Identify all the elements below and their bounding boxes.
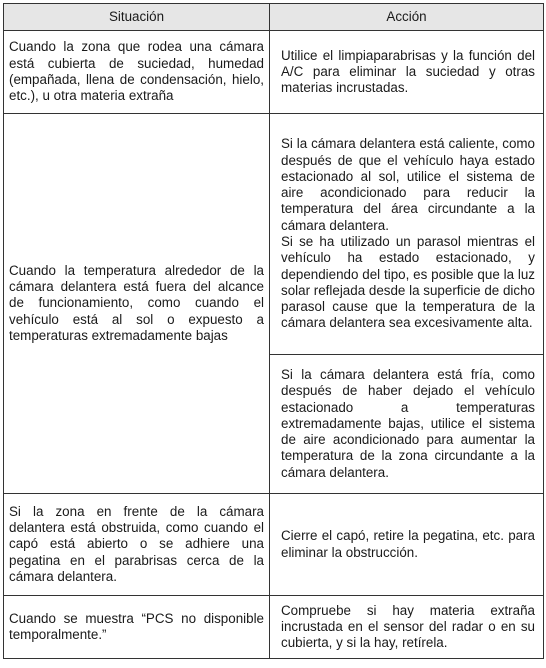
action-parasol-paragraph: Si se ha utilizado un parasol mientras el vehículo ha estado estacionado, y dependiendo del tipo, es posible que la luz solar reflejada desde la superficie de dicho parasol cause que la temperatura de la cámara delantera sea excesivamente alta. <box>281 234 535 331</box>
header-action: Acción <box>270 4 544 31</box>
action-cell: Utilice el limpiaparabrisas y la función del A/C para eliminar la suciedad y otras materias incrustadas. <box>270 31 544 114</box>
table-row <box>4 31 544 114</box>
header-situation: Situación <box>4 4 270 31</box>
table-header-row <box>4 4 544 31</box>
action-cell-hot <box>270 114 544 355</box>
situation-cell: Si la zona en frente de la cámara delantera está obstruida, como cuando el capó está abierto o se adhiere una pegatina en el parabrisas cerca de la cámara delantera. <box>4 494 270 596</box>
table-row <box>4 494 544 596</box>
situation-cell: Cuando se muestra “PCS no disponible temporalmente.” <box>4 596 270 659</box>
action-cell-cold: Si la cámara delantera está fría, como después de haber dejado el vehículo estacionado a temperaturas extremadamente bajas, utilice el sistema de aire acondicionado para aumentar la temperatura de la zona circundante a la cámara delantera. <box>270 355 544 494</box>
action-cell: Cierre el capó, retire la pegatina, etc. para eliminar la obstrucción. <box>270 494 544 596</box>
action-cell: Compruebe si hay materia extraña incrustada en el sensor del radar o en su cubierta, y si la hay, retírela. <box>270 596 544 659</box>
situation-cell: Cuando la temperatura alrededor de la cámara delantera está fuera del alcance de funcionamiento, como cuando el vehículo está al sol o expuesto a temperaturas extremadamente bajas <box>4 114 270 494</box>
table-row <box>4 114 544 355</box>
action-hot-paragraph: Si la cámara delantera está caliente, como después de que el vehículo haya estado estacionado al sol, utilice el sistema de aire acondicionado para reducir la temperatura del área circundante a la cámara delantera. <box>281 136 535 233</box>
table-row <box>4 596 544 659</box>
troubleshooting-table <box>3 3 544 659</box>
situation-cell: Cuando la zona que rodea una cámara está cubierta de suciedad, humedad (empañada, llena de condensación, hielo, etc.), u otra materia extraña <box>4 31 270 114</box>
